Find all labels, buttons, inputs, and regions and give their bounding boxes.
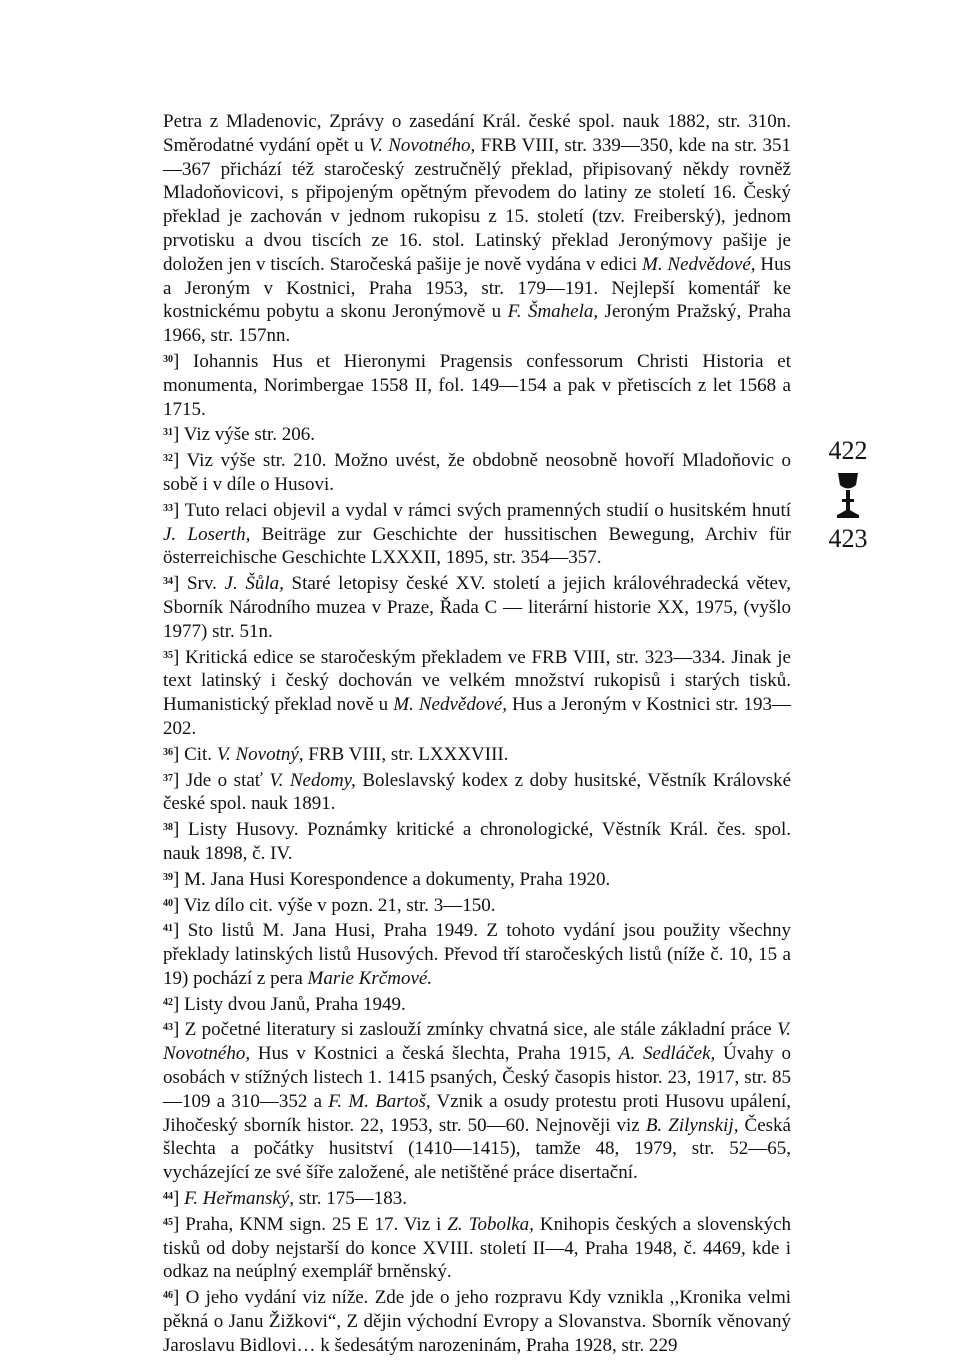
italic-author-name: J. Loserth, <box>163 523 251 545</box>
footnote-bracket: ] <box>173 894 184 916</box>
footnote-number: 36 <box>163 746 173 758</box>
footnote <box>163 570 791 643</box>
footnote <box>163 1185 791 1211</box>
footnote-bracket: ] <box>173 819 189 841</box>
footnote-text: Viz výše str. 206. <box>183 424 316 446</box>
italic-author-name: F. Heřmanský, <box>184 1188 295 1210</box>
chalice-icon <box>835 472 861 520</box>
footnote <box>163 1284 791 1357</box>
footnote <box>163 1211 791 1284</box>
italic-author-name: V. Nedomy, <box>269 769 356 791</box>
footnote-text: Srv. <box>186 573 225 595</box>
footnote-number: 33 <box>163 502 173 514</box>
footnote-bracket: ] <box>173 350 193 372</box>
italic-author-name: F. Šmahela, <box>507 301 599 323</box>
footnote-number: 46 <box>163 1290 173 1302</box>
footnote-text: Hus a Jeroným v Kostnici str. 193—202. <box>163 694 791 739</box>
footnote-number: 43 <box>163 1022 173 1034</box>
footnote-text: FRB VIII, str. LXXXVIII. <box>303 743 509 765</box>
footnote-bracket: ] <box>173 868 185 890</box>
footnote <box>163 892 791 918</box>
footnote-text: Kritická edice se staročeským překladem ve FRB VIII, str. 323—334. Jinak je text latinský i český dochován ve velkém množství rukopisů i starých tisků. Humanistický překlad nově u <box>163 646 791 716</box>
footnote-number: 35 <box>163 649 173 661</box>
footnote-bracket: ] <box>173 1287 186 1309</box>
footnote-number: 42 <box>163 996 173 1008</box>
footnote-number: 37 <box>163 772 173 784</box>
footnote-text: Listy dvou Janů, Praha 1949. <box>184 993 406 1015</box>
footnote-text: Tuto relaci objevil a vydal v rámci svých pramenných studií o husitském hnutí <box>184 499 792 521</box>
italic-author-name: V. Novotného, <box>163 1019 791 1065</box>
footnote-continuation <box>163 110 791 348</box>
page-number-right: 423 <box>828 524 868 553</box>
italic-author-name: V. Novotný, <box>216 743 304 765</box>
footnote <box>163 421 791 447</box>
footnote-number: 44 <box>163 1191 173 1203</box>
footnote-text: str. 175—183. <box>294 1188 407 1210</box>
footnote-text: Iohannis Hus et Hieronymi Pragensis confessorum Christi Historia et monumenta, Norimbergae 1558 II, fol. 149—154 a pak v přetiscích z let 1568 a 1715. <box>163 350 791 420</box>
italic-author-name: Z. Tobolka, <box>447 1213 534 1235</box>
footnote-bracket: ] <box>173 743 185 765</box>
footnote <box>163 644 791 741</box>
footnote-text: Petra z Mladenovic, Zprávy o zasedání Král. české spol. nauk 1882, str. 310n. Směrodatné vydání opět u <box>163 111 791 156</box>
footnote-text: Hus v Kostnici a česká šlechta, Praha 1915, <box>250 1043 619 1065</box>
footnote <box>163 447 791 497</box>
footnotes-column <box>163 110 791 1358</box>
footnote <box>163 1016 791 1185</box>
footnote-bracket: ] <box>173 450 187 472</box>
footnote-text: Boleslavský kodex z doby husitské, Věstník Královské české spol. nauk 1891. <box>163 769 791 815</box>
footnote-number: 41 <box>163 923 173 935</box>
footnote-bracket: ] <box>173 499 185 521</box>
footnote <box>163 497 791 570</box>
page-number-left: 422 <box>828 436 868 465</box>
footnote-number: 45 <box>163 1216 173 1228</box>
footnote <box>163 866 791 892</box>
footnote-bracket: ] <box>173 993 185 1015</box>
footnote-text: M. Jana Husi Korespondence a dokumenty, Praha 1920. <box>184 868 611 890</box>
footnote-text: Úvahy o osobách v stížných listech 1. 1415 psaných, Český časopis histor. 23, 1917, str. 85—109 a 310—352 a <box>163 1043 792 1112</box>
italic-author-name: J. Šůla, <box>224 573 284 595</box>
footnote-number: 32 <box>163 453 173 465</box>
footnote-text: O jeho vydání viz níže. Zde jde o jeho rozpravu Kdy vznikla ,,Kronika velmi pěkná o Janu Žižkovi“, Z dějin východní Evropy a Slovanstva. Sborník věnovaný Jaroslavu Bidlovi… k šedesátým narozeninám, Praha 1928, str. 229 <box>163 1287 792 1356</box>
footnote-text: Praha, KNM sign. 25 E 17. Viz i <box>185 1213 448 1235</box>
footnote-number: 30 <box>163 353 173 365</box>
footnote <box>163 767 791 817</box>
footnote <box>163 991 791 1017</box>
margin-page-marker <box>812 436 884 554</box>
footnote-number: 40 <box>163 897 173 909</box>
footnote-bracket: ] <box>173 1213 186 1235</box>
footnote-bracket: ] <box>173 769 186 791</box>
footnote-bracket: ] <box>173 424 184 446</box>
footnote-bracket: ] <box>173 1019 185 1041</box>
italic-author-name: M. Nedvědové, <box>393 694 507 716</box>
footnote-bracket: ] <box>173 646 186 668</box>
footnote <box>163 741 791 767</box>
footnote-text: Staré letopisy české XV. století a jejich královéhradecká větev, Sborník Národního muzea v Praze, Řada C — literární historie XX, 1975, (vyšlo 1977) str. 51n. <box>163 573 791 642</box>
italic-author-name: M. Nedvědové, <box>642 253 756 275</box>
italic-author-name: B. Zilynskij, <box>645 1114 739 1136</box>
footnote-bracket: ] <box>173 1188 185 1210</box>
footnote-text: Knihopis českých a slovenských tisků od doby nejstarší do konce XVIII. století II—4, Praha 1948, č. 4469, kde i odkaz na neúplný exemplář brněnský. <box>163 1213 792 1283</box>
footnote-number: 31 <box>163 427 173 439</box>
footnote-text: Beiträge zur Geschichte der hussitischen Bewegung, Archiv für österreichische Geschichte LXXXII, 1895, str. 354—357. <box>163 523 791 569</box>
footnote-text: Cit. <box>184 743 217 765</box>
footnote <box>163 917 791 990</box>
italic-author-name: F. M. Bartoš, <box>328 1090 431 1112</box>
italic-author-name: Marie Krčmové. <box>307 967 433 989</box>
footnote <box>163 348 791 421</box>
footnote-text: Listy Husovy. Poznámky kritické a chronologické, Věstník Král. čes. spol. nauk 1898, č. IV. <box>163 819 791 864</box>
footnote-text: Jde o stať <box>185 769 270 791</box>
footnote <box>163 816 791 866</box>
footnote-text: Hus a Jeroným v Kostnici, Praha 1953, str. 179—191. Nejlepší komentář ke kostnickému pobytu a skonu Jeronýmově u <box>163 253 791 323</box>
footnote-number: 39 <box>163 871 173 883</box>
italic-author-name: A. Sedláček, <box>618 1043 716 1065</box>
footnote-bracket: ] <box>173 573 187 595</box>
footnote-text: Viz výše str. 210. Možno uvést, že obdobně neosobně hovoří Mladoňovic o sobě i v díle o Husovi. <box>163 450 791 495</box>
footnote-bracket: ] <box>173 920 188 942</box>
footnote-text: Vznik a osudy protestu proti Husovu upálení, Jihočeský sborník histor. 22, 1953, str. 50—60. Nejnověji viz <box>163 1090 791 1136</box>
italic-author-name: V. Novotného, <box>369 134 476 156</box>
footnote-text: Z početné literatury si zaslouží zmínky chvatná sice, ale stále základní práce <box>184 1019 778 1041</box>
footnote-text: Viz dílo cit. výše v pozn. 21, str. 3—150. <box>183 894 496 916</box>
footnote-text: Sto listů M. Jana Husi, Praha 1949. Z tohoto vydání jsou použity všechny překlady latinských listů Husových. Převod tří staročeských listů (níže č. 10, 15 a 19) pochází z pera <box>163 920 792 989</box>
footnote-number: 34 <box>163 576 173 588</box>
footnote-text: Česká šlechta a počátky husitství (1410—1415), tamže 48, 1979, str. 52—65, vycházející ze své šíře založené, ale netištěné práce disertační. <box>163 1114 791 1184</box>
footnote-text: Jeroným Pražský, Praha 1966, str. 157nn. <box>163 301 791 347</box>
footnote-text: FRB VIII, str. 339—350, kde na str. 351—367 přichází též staročeský zestručnělý překlad, připisovaný někdy rovněž Mladoňovicovi, s připojeným opětným převodem do latiny ze století 16. Český překlad je zachován v jednom rukopisu z 15. století (tzv. Freiberský), jednom prvotisku a dvou tiscích ze 16. stol. Latinský překlad Jeronýmovy pašije je doložen jen v tiscích. Staročeská pašije je nově vydána v edici <box>163 134 791 275</box>
footnote-number: 38 <box>163 822 173 834</box>
